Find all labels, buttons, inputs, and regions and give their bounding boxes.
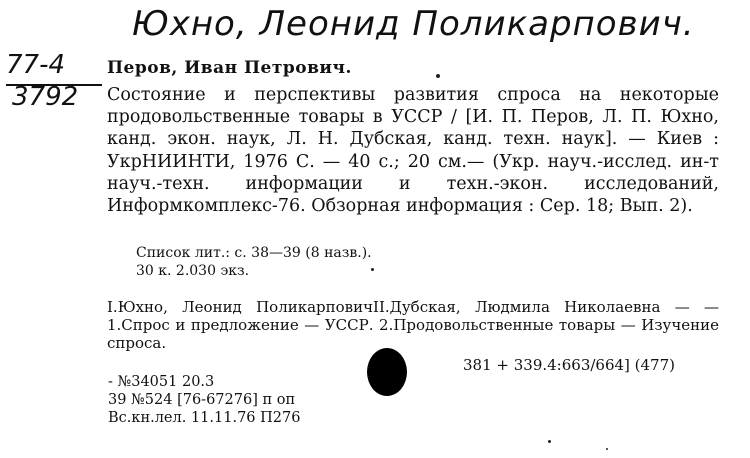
- bibliographic-description: Состояние и перспективы развития спроса на некоторые продовольственные товары в УССР / [И. П. Перов, Л. П. Юхно, канд. экон. наук, Л. Н. Дубская, канд. техн. наук]. — Киев : УкрНИИНТИ, 1976 С. — 40 с.; 20 см.— (Укр. науч.-исслед. ин-т науч.-техн. информации и техн.-экон. исследований, Информкомплекс-76. Обзорная информация : Сер. 18; Вып. 2).: [107, 85, 719, 217]
- price-print-run-note: 30 к. 2.030 экз.: [136, 263, 250, 279]
- tracing-block: I.Юхно, Леонид ПоликарповичII.Дубская, Людмила Николаевна — —1.Спрос и предложение — УССР. 2.Продовольственные товары — Изучение спроса.: [107, 298, 719, 352]
- call-number-bottom: 3792: [12, 82, 79, 112]
- ink-speck: [606, 448, 608, 450]
- notes-block: [136, 244, 496, 280]
- call-number-top: 77-4: [6, 50, 66, 80]
- record-line: 39 №524 [76-67276] п оп: [108, 392, 296, 408]
- author-heading: Перов, Иван Петрович.: [107, 58, 352, 78]
- record-numbers: [108, 373, 468, 427]
- ink-speck: [436, 74, 440, 78]
- ink-speck: [371, 268, 374, 271]
- bibliography-note: Список лит.: с. 38—39 (8 назв.).: [136, 245, 372, 261]
- record-line: Вс.кн.лел. 11.11.76 П276: [108, 410, 301, 426]
- handwritten-heading: Юхно, Леонид Поликарпович.: [132, 4, 695, 44]
- classification-number: 381 + 339.4:663/664] (477): [463, 356, 675, 374]
- ink-blot: [367, 348, 407, 396]
- record-line: - №34051 20.3: [108, 374, 215, 390]
- ink-speck: [548, 440, 551, 443]
